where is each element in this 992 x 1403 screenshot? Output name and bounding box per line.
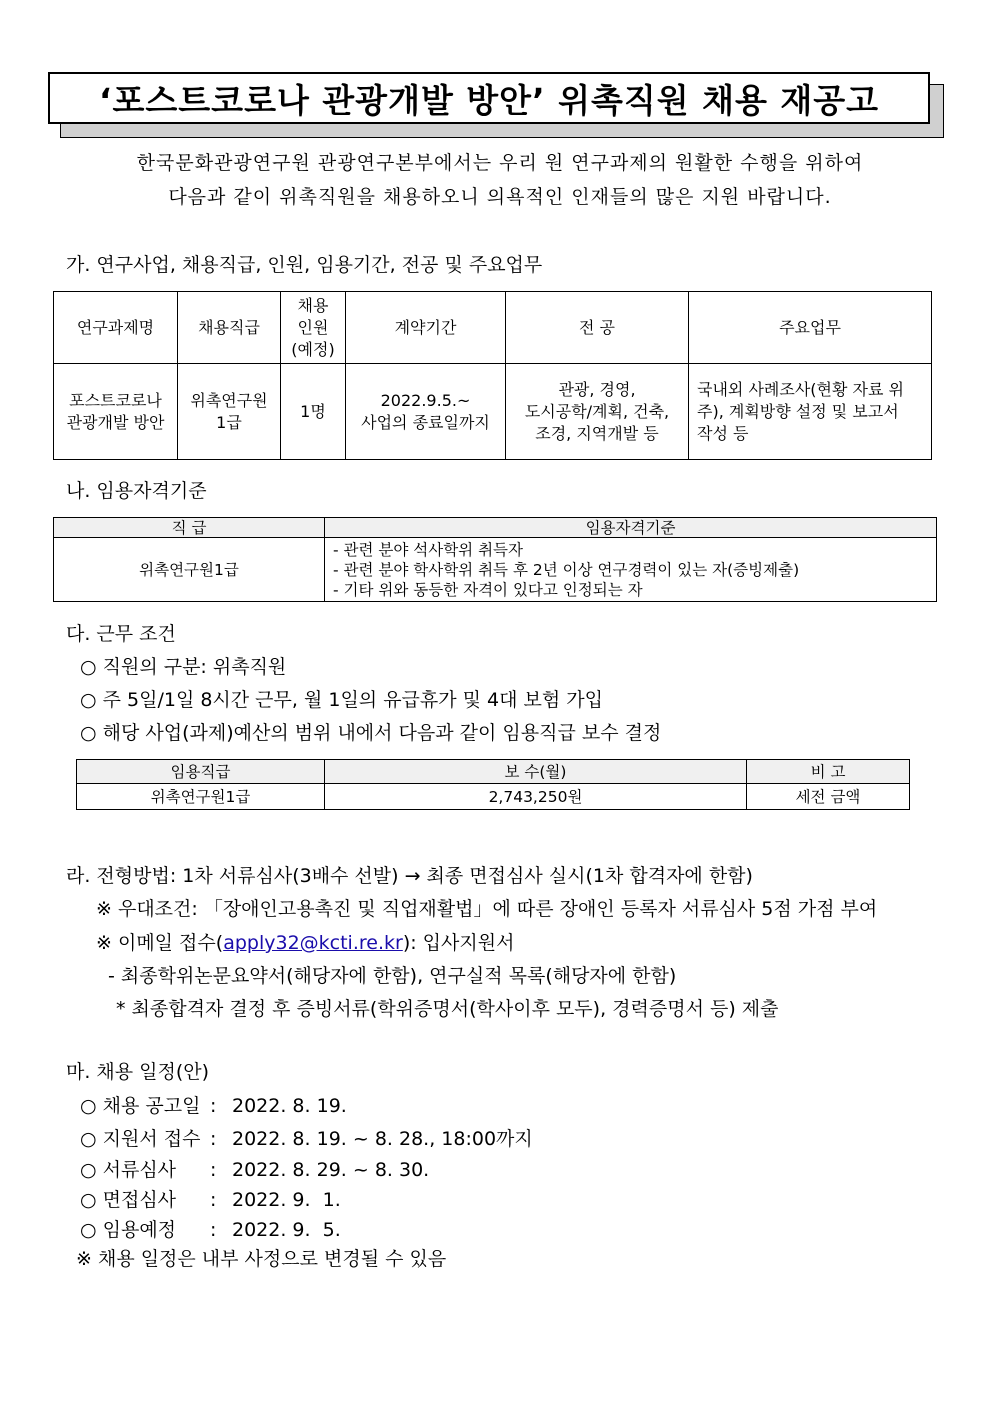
schedule-item: [80, 1155, 429, 1182]
th-pay-note: 비 고: [747, 760, 910, 784]
cell-duty-l3: 작성 등: [697, 423, 749, 443]
section-na-heading: 나. 임용자격기준: [66, 480, 207, 502]
schedule-item: [80, 1215, 341, 1242]
cell-project-l2: 관광개발 방안: [66, 412, 165, 432]
criteria-table-row: [54, 538, 937, 602]
schedule-label: ○ 서류심사: [80, 1159, 177, 1181]
cell-project-l1: 포스트코로나: [69, 390, 162, 410]
cell-duty-l2: 주), 계획방향 설정 및 보고서: [697, 401, 899, 421]
th-period: 계약기간: [346, 292, 506, 364]
project-table: [53, 291, 932, 460]
schedule-item: [80, 1091, 347, 1118]
intro-line-2: 다음과 같이 위촉직원을 채용하오니 의욕적인 인재들의 많은 지원 바랍니다.: [168, 186, 832, 208]
cell-major: [506, 364, 689, 460]
cell-period-l1: 2022.9.5.~: [380, 390, 471, 410]
criteria-table-header: [54, 518, 937, 538]
cell-duty-l1: 국내외 사례조사(현황 자료 위: [697, 379, 904, 399]
cell-major-l1: 관광, 경영,: [558, 379, 636, 399]
schedule-label: ○ 채용 공고일: [80, 1095, 201, 1117]
criteria-item: - 관련 분야 석사학위 취득자: [333, 540, 524, 559]
th-recruit-l1: 채용: [297, 295, 329, 315]
page-title: ‘포스트코로나 관광개발 방안’ 위촉직원 채용 재공고: [99, 80, 879, 120]
cell-pay-amount: 2,743,250원: [325, 784, 747, 810]
title-box: [48, 72, 930, 124]
cell-period: [346, 364, 506, 460]
schedule-item: [80, 1185, 341, 1212]
pay-table: [76, 759, 910, 810]
email-suffix: ): 입사지원서: [402, 932, 515, 954]
th-project: 연구과제명: [54, 292, 178, 364]
th-pay-rank: 임용직급: [77, 760, 325, 784]
pay-table-header: [77, 760, 910, 784]
cell-period-l2: 사업의 종료일까지: [361, 412, 490, 432]
schedule-sep: :: [210, 1128, 217, 1150]
th-grade: 직 급: [54, 518, 325, 538]
schedule-label: ○ 지원서 접수: [80, 1128, 201, 1150]
cell-rank-l1: 위촉연구원: [190, 390, 268, 410]
schedule-value: 2022. 8. 29. ~ 8. 30.: [232, 1159, 430, 1181]
schedule-label: ○ 임용예정: [80, 1219, 177, 1241]
th-criteria: 임용자격기준: [325, 518, 937, 538]
project-table-row: [54, 364, 932, 460]
project-table-header: [54, 292, 932, 364]
section-ma-heading: 마. 채용 일정(안): [66, 1061, 210, 1083]
schedule-label: ○ 면접심사: [80, 1189, 177, 1211]
schedule-note: ※ 채용 일정은 내부 사정으로 변경될 수 있음: [76, 1248, 447, 1270]
th-duty: 주요업무: [689, 292, 932, 364]
th-rank: 채용직급: [178, 292, 281, 364]
th-major: 전 공: [506, 292, 689, 364]
cell-pay-note: 세전 금액: [747, 784, 910, 810]
schedule-value: 2022. 8. 19.: [232, 1095, 347, 1117]
section-ga-heading: 가. 연구사업, 채용직급, 인원, 임용기간, 전공 및 주요업무: [66, 254, 543, 276]
final-document-note: * 최종합격자 결정 후 증빙서류(학위증명서(학사이후 모두), 경력증명서 등) 제출: [116, 998, 779, 1020]
cell-duty: [689, 364, 932, 460]
schedule-sep: :: [210, 1159, 217, 1181]
document-note: - 최종학위논문요약서(해당자에 한함), 연구실적 목록(해당자에 한함): [108, 965, 677, 987]
cell-project: [54, 364, 178, 460]
email-prefix: ※ 이메일 접수(: [96, 932, 224, 954]
preference-note: ※ 우대조건: 「장애인고용촉진 및 직업재활법」에 따른 장애인 등록자 서류심사 5점 가점 부여: [96, 898, 878, 920]
criteria-item: - 관련 분야 학사학위 취득 후 2년 이상 연구경력이 있는 자(증빙제출): [333, 560, 800, 579]
cell-grade: 위촉연구원1급: [54, 538, 325, 602]
pay-table-row: [77, 784, 910, 810]
schedule-sep: :: [210, 1095, 217, 1117]
criteria-table: [53, 517, 937, 602]
cell-rank-l2: 1급: [216, 412, 242, 432]
th-pay-amount: 보 수(월): [325, 760, 747, 784]
section-da-heading: 다. 근무 조건: [66, 623, 176, 645]
schedule-value: 2022. 9. 1.: [232, 1189, 341, 1211]
intro-line-1: 한국문화관광연구원 관광연구본부에서는 우리 원 연구과제의 원활한 수행을 위하여: [136, 152, 864, 174]
th-recruit: [281, 292, 346, 364]
section-ra-heading: 라. 전형방법: 1차 서류심사(3배수 선발) → 최종 면접심사 실시(1차 합격자에 한함): [66, 865, 753, 887]
work-condition-item: ○ 해당 사업(과제)예산의 범위 내에서 다음과 같이 임용직급 보수 결정: [80, 722, 662, 744]
th-recruit-l3: (예정): [291, 339, 335, 359]
schedule-item: [80, 1124, 533, 1151]
email-link[interactable]: apply32@kcti.re.kr: [223, 932, 403, 954]
cell-rank: [178, 364, 281, 460]
cell-major-l2: 도시공학/계획, 건축,: [524, 401, 670, 421]
schedule-value: 2022. 9. 5.: [232, 1219, 341, 1241]
cell-count: 1명: [281, 364, 346, 460]
criteria-item: - 기타 위와 동등한 자격이 있다고 인정되는 자: [333, 580, 643, 599]
work-condition-item: ○ 주 5일/1일 8시간 근무, 월 1일의 유급휴가 및 4대 보험 가입: [80, 689, 603, 711]
cell-pay-rank: 위촉연구원1급: [77, 784, 325, 810]
schedule-sep: :: [210, 1219, 217, 1241]
schedule-sep: :: [210, 1189, 217, 1211]
schedule-value: 2022. 8. 19. ~ 8. 28., 18:00까지: [232, 1128, 533, 1150]
th-recruit-l2: 인원: [297, 317, 329, 337]
cell-criteria: [325, 538, 937, 602]
email-note: [96, 928, 514, 955]
cell-major-l3: 조경, 지역개발 등: [535, 423, 659, 443]
work-condition-item: ○ 직원의 구분: 위촉직원: [80, 656, 287, 678]
